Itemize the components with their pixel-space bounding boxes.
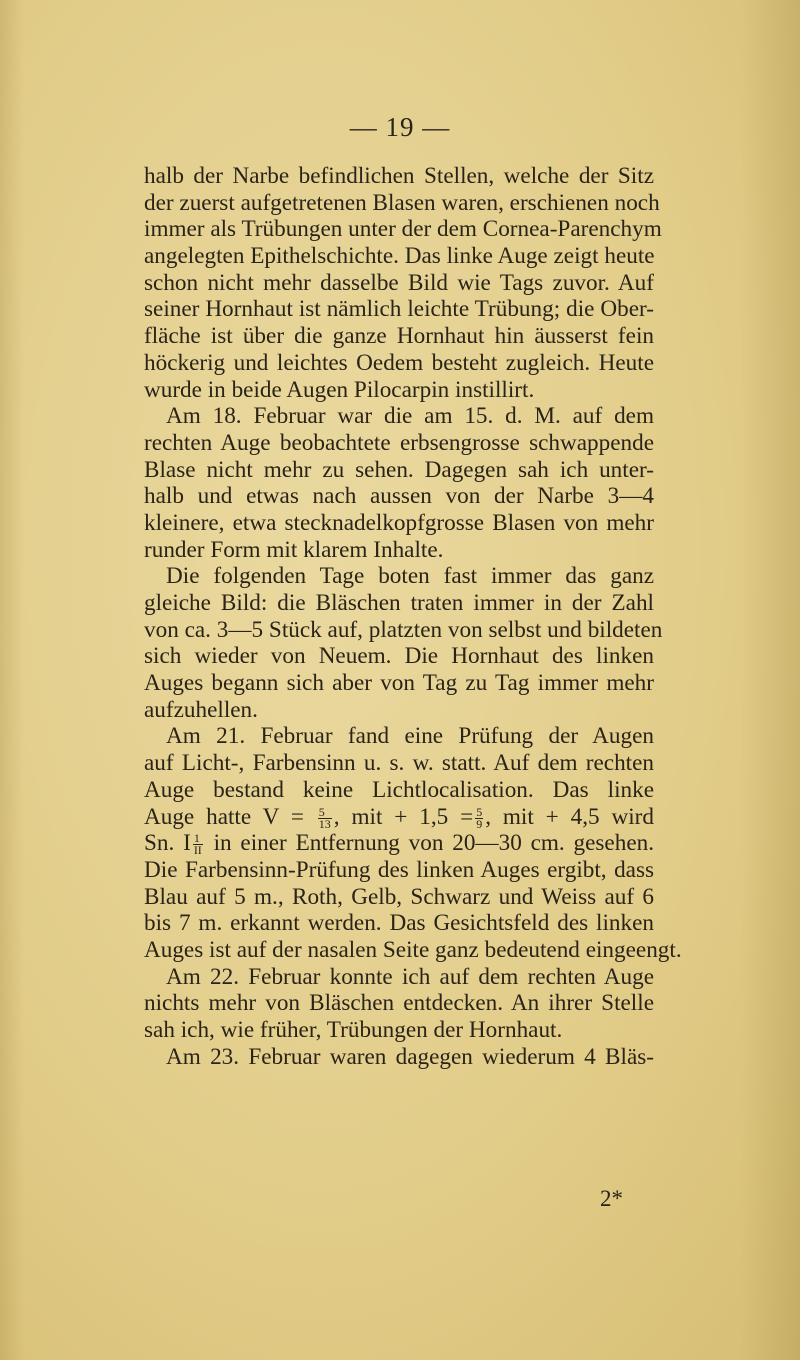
text-line: Auge bestand keine Lichtlocalisation. Das linke bbox=[144, 776, 654, 803]
line-segment: Auge hatte V = bbox=[144, 803, 316, 830]
text-line: Auges begann sich aber von Tag zu Tag immer mehr bbox=[144, 670, 654, 697]
fraction-numerator: 5 bbox=[476, 804, 483, 819]
text-line: Die Farbensinn-Prüfung des linken Auges ergibt, dass bbox=[144, 856, 654, 883]
page-gutter-shade bbox=[0, 0, 24, 1360]
text-line: rechten Auge beobachtete erbsengrosse schwappende bbox=[144, 429, 654, 456]
text-line: gleiche Bild: die Bläschen traten immer in der Zahl bbox=[144, 590, 654, 616]
line-segment: in einer Entfernung von 20—30 cm. gesehen. bbox=[204, 830, 654, 857]
text-line: halb und etwas nach aussen von der Narbe 3—4 bbox=[144, 483, 654, 510]
text-line: wurde in beide Augen Pilocarpin instillirt. bbox=[144, 376, 535, 403]
fraction-denominator: 13 bbox=[318, 816, 331, 831]
fraction bbox=[193, 833, 203, 856]
text-line: Blau auf 5 m., Roth, Gelb, Schwarz und Weiss auf 6 bbox=[144, 883, 654, 910]
text-line: Am 21. Februar fand eine Prüfung der Augen bbox=[166, 723, 654, 750]
text-line: immer als Trübungen unter der dem Cornea-Parenchym bbox=[144, 216, 662, 243]
text-line: fläche ist über die ganze Hornhaut hin äusserst fein bbox=[144, 323, 654, 350]
text-line: Auges ist auf der nasalen Seite ganz bedeutend eingeengt. bbox=[144, 936, 682, 963]
text-line: kleinere, etwa stecknadelkopfgrosse Blasen von mehr bbox=[144, 509, 654, 536]
page-number: — 19 — bbox=[349, 112, 451, 142]
text-line: sich wieder von Neuem. Die Hornhaut des linken bbox=[144, 643, 654, 670]
text-line-with-fractions bbox=[144, 804, 654, 831]
text-line: aufzuhellen. bbox=[144, 696, 258, 723]
fraction bbox=[318, 804, 332, 831]
page-edge-shade bbox=[740, 0, 800, 1360]
line-segment: , mit + 4,5 wird bbox=[485, 803, 654, 830]
text-line: halb der Narbe befindlichen Stellen, welche der Sitz bbox=[144, 163, 654, 189]
text-line: Am 23. Februar waren dagegen wiederum 4 Bläs- bbox=[166, 1043, 654, 1070]
text-line: nichts mehr von Bläschen entdecken. An ihrer Stelle bbox=[144, 990, 654, 1017]
text-line: sah ich, wie früher, Trübungen der Hornhaut. bbox=[144, 1017, 563, 1043]
text-line: seiner Hornhaut ist nämlich leichte Trübung; die Ober- bbox=[144, 296, 654, 323]
line-segment: Sn. I bbox=[144, 830, 191, 857]
text-line: runder Form mit klarem Inhalte. bbox=[144, 536, 444, 563]
text-line: Die folgenden Tage boten fast immer das ganz bbox=[166, 563, 654, 590]
fraction-numerator: 5 bbox=[318, 807, 332, 819]
text-line: bis 7 m. erkannt werden. Das Gesichtsfeld des linken bbox=[144, 910, 654, 937]
text-line: auf Licht-, Farbensinn u. s. w. statt. Auf dem rechten bbox=[144, 750, 654, 777]
text-line: Am 22. Februar konnte ich auf dem rechten Auge bbox=[166, 963, 654, 990]
fraction-denominator: 9 bbox=[476, 816, 483, 831]
text-line: angelegten Epithelschichte. Das linke Auge zeigt heute bbox=[144, 243, 655, 270]
text-line: der zuerst aufgetretenen Blasen waren, erschienen noch bbox=[144, 189, 660, 216]
body-text bbox=[144, 163, 682, 1070]
text-line: höckerig und leichtes Oedem besteht zugleich. Heute bbox=[144, 349, 654, 376]
printer-signature-mark: 2* bbox=[600, 1186, 623, 1211]
text-line: schon nicht mehr dasselbe Bild wie Tags zuvor. Auf bbox=[144, 269, 654, 296]
line-segment: , mit + 1,5 = bbox=[333, 803, 474, 830]
fraction-denominator: II bbox=[193, 843, 202, 858]
text-line-with-fractions bbox=[144, 830, 654, 857]
fraction-numerator: 1 bbox=[193, 833, 203, 845]
text-line: Blase nicht mehr zu sehen. Dagegen sah ich unter- bbox=[144, 456, 654, 483]
text-line: Am 18. Februar war die am 15. d. M. auf dem bbox=[166, 403, 654, 430]
fraction bbox=[475, 804, 483, 831]
text-line: von ca. 3—5 Stück auf, platzten von selbst und bildeten bbox=[144, 616, 663, 643]
